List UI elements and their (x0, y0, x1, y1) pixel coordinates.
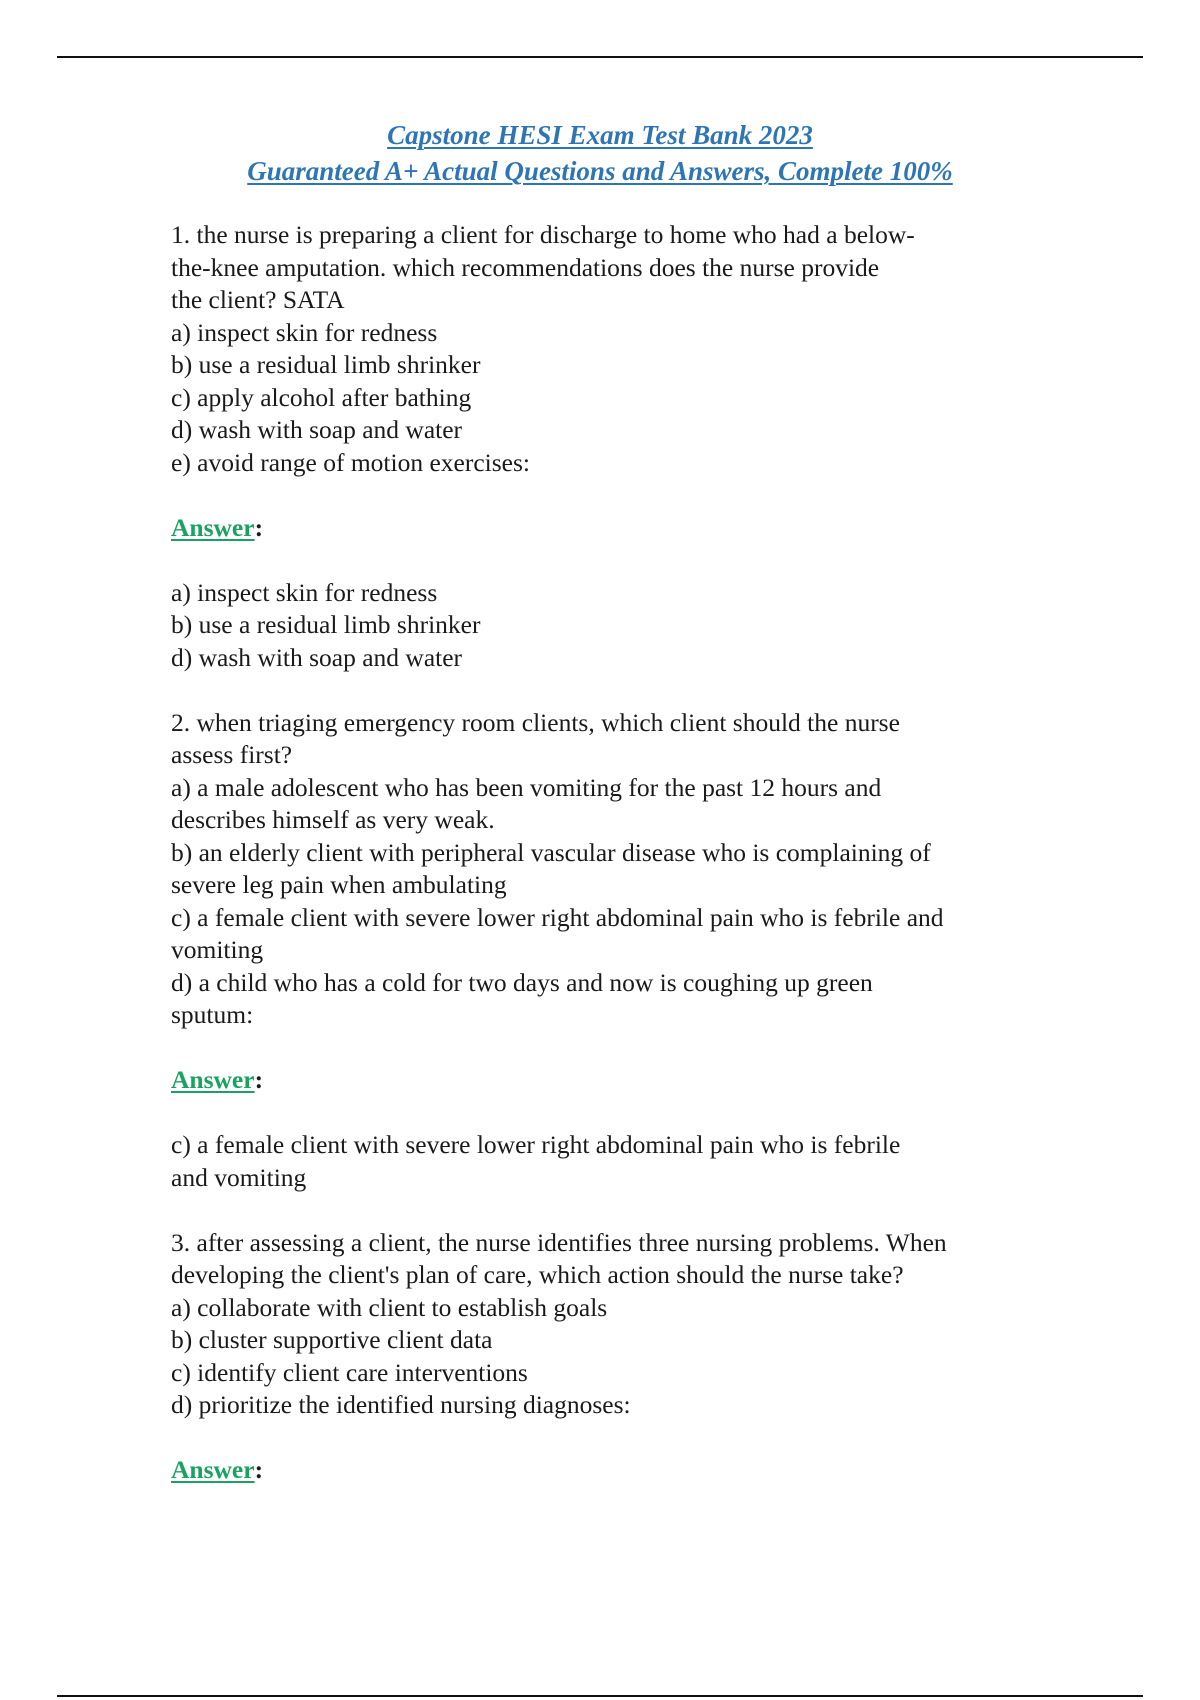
spacer (171, 1097, 1071, 1130)
answer-line: b) use a residual limb shrinker (171, 610, 481, 639)
question-stem-line: 2. when triaging emergency room clients, which client should the nurse (171, 707, 900, 737)
question-option: a) collaborate with client to establish goals (171, 1292, 608, 1322)
question-option: e) avoid range of motion exercises: (171, 447, 530, 477)
answer-label-colon: : (254, 1455, 264, 1484)
question-stem-line: assess first? (171, 740, 293, 769)
document-subtitle: Guaranteed A+ Actual Questions and Answers, Complete 100% (247, 156, 953, 186)
answer-label (171, 1454, 1071, 1487)
spacer (171, 1032, 1071, 1065)
question-3 (171, 1227, 1071, 1487)
question-stem-line: the client? SATA (171, 285, 345, 314)
question-option: vomiting (171, 935, 264, 964)
question-option: c) apply alcohol after bathing (171, 382, 472, 412)
question-option: c) a female client with severe lower right abdominal pain who is febrile and (171, 902, 944, 932)
question-option: d) prioritize the identified nursing diagnoses: (171, 1390, 631, 1419)
answer-line: and vomiting (171, 1162, 307, 1192)
question-option: describes himself as very weak. (171, 805, 495, 834)
question-option: d) wash with soap and water (171, 415, 463, 444)
answer-label-word: Answer (171, 1065, 255, 1094)
answer-line: c) a female client with severe lower right abdominal pain who is febrile (171, 1130, 901, 1159)
answer-label-word: Answer (171, 1455, 255, 1484)
question-stem-line: the-knee amputation. which recommendations does the nurse provide (171, 252, 880, 282)
answer-label (171, 1064, 1071, 1097)
question-list (171, 219, 1071, 1487)
spacer (171, 544, 1071, 577)
spacer (171, 1422, 1071, 1455)
question-1 (171, 219, 1071, 674)
question-option: b) an elderly client with peripheral vascular disease who is complaining of (171, 837, 931, 867)
question-2 (171, 707, 1071, 1195)
question-option: a) a male adolescent who has been vomiting for the past 12 hours and (171, 772, 882, 802)
question-option: severe leg pain when ambulating (171, 870, 507, 899)
question-option: a) inspect skin for redness (171, 317, 438, 347)
question-option: d) a child who has a cold for two days and now is coughing up green (171, 967, 873, 997)
document-header (0, 117, 1200, 189)
spacer (171, 674, 1071, 707)
bottom-rule (57, 1695, 1143, 1697)
question-option: c) identify client care interventions (171, 1357, 528, 1387)
answer-line: d) wash with soap and water (171, 642, 463, 672)
answer-label-word: Answer (171, 512, 255, 542)
answer-label (171, 512, 1071, 545)
spacer (171, 1194, 1071, 1227)
question-option: sputum: (171, 1000, 254, 1029)
question-option: b) use a residual limb shrinker (171, 350, 481, 379)
question-stem-line: 3. after assessing a client, the nurse identifies three nursing problems. When (171, 1227, 947, 1257)
question-stem-line: 1. the nurse is preparing a client for discharge to home who had a below- (171, 220, 915, 249)
spacer (171, 479, 1071, 512)
question-option: b) cluster supportive client data (171, 1325, 493, 1354)
answer-label-colon: : (254, 512, 264, 542)
document-title: Capstone HESI Exam Test Bank 2023 (387, 120, 813, 150)
answer-line: a) inspect skin for redness (171, 577, 438, 607)
top-rule (57, 56, 1143, 58)
question-stem-line: developing the client's plan of care, which action should the nurse take? (171, 1260, 904, 1289)
answer-label-colon: : (254, 1065, 264, 1094)
